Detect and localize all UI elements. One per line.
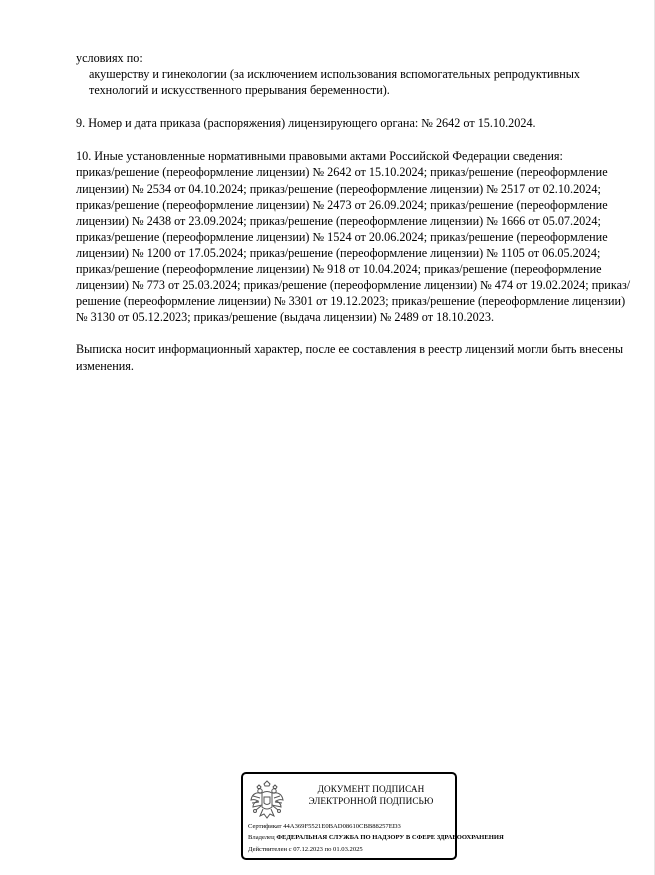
certificate-number: Сертификат 44A369F5521E0BAD08610CBB88257ED3 <box>248 823 401 830</box>
item-10-orders-list: приказ/решение (переоформление лицензии) № 2642 от 15.10.2024; приказ/решение (переоформление лицензии) № 2534 от 04.10.2024; приказ/решение (переоформление лицензии) № 2517 от 02.10.2024; приказ/решение (переоформление лицензии) № 2473 от 26.09.2024; приказ/решение (переоформление лицензии) № 2438 от 23.09.2024; приказ/решение (переоформление лицензии) № 1666 от 05.07.2024; приказ/решение (переоформление лицензии) № 1524 от 20.06.2024; приказ/решение (переоформление лицензии) № 1200 от 17.05.2024; приказ/решение (переоформление лицензии) № 1105 от 06.05.2024; приказ/решение (переоформление лицензии) № 918 от 10.04.2024; приказ/решение (переоформление лицензии) № 773 от 25.03.2024; приказ/решение (переоформление лицензии) № 474 от 19.02.2024; приказ/решение (переоформление лицензии) № 3301 от 19.12.2023; приказ/решение (переоформление лицензии) № 3130 от 05.12.2023; приказ/решение (выдача лицензии) № 2489 от 18.10.2023. <box>76 165 631 325</box>
certificate-validity: Действителен с 07.12.2023 по 01.03.2025 <box>248 846 363 853</box>
electronic-signature-stamp <box>241 772 504 860</box>
owner-label: Владелец <box>248 834 275 841</box>
signature-title-line-1: ДОКУМЕНТ ПОДПИСАН <box>317 784 425 794</box>
specialty-text: акушерству и гинекологии (за исключением использования вспомогательных репродуктивных технологий и искусственного прерывания беременности). <box>89 67 581 98</box>
conditions-line: условиях по: <box>76 51 143 65</box>
item-10-heading: 10. Иные установленные нормативными правовыми актами Российской Федерации сведения: <box>76 149 563 164</box>
signature-title-line-2: ЭЛЕКТРОННОЙ ПОДПИСЬЮ <box>308 795 434 806</box>
signature-title <box>287 784 455 807</box>
certificate-owner <box>248 834 504 842</box>
information-note: Выписка носит информационный характер, после ее составления в реестр лицензий могли быть внесены изменения. <box>76 342 624 373</box>
coat-of-arms-emblem-icon <box>250 780 284 820</box>
owner-name: ФЕДЕРАЛЬНАЯ СЛУЖБА ПО НАДЗОРУ В СФЕРЕ ЗДРАВООХРАНЕНИЯ <box>276 834 504 841</box>
document-body <box>76 50 632 374</box>
item-9-order: 9. Номер и дата приказа (распоряжения) лицензирующего органа: № 2642 от 15.10.2024. <box>76 116 536 131</box>
